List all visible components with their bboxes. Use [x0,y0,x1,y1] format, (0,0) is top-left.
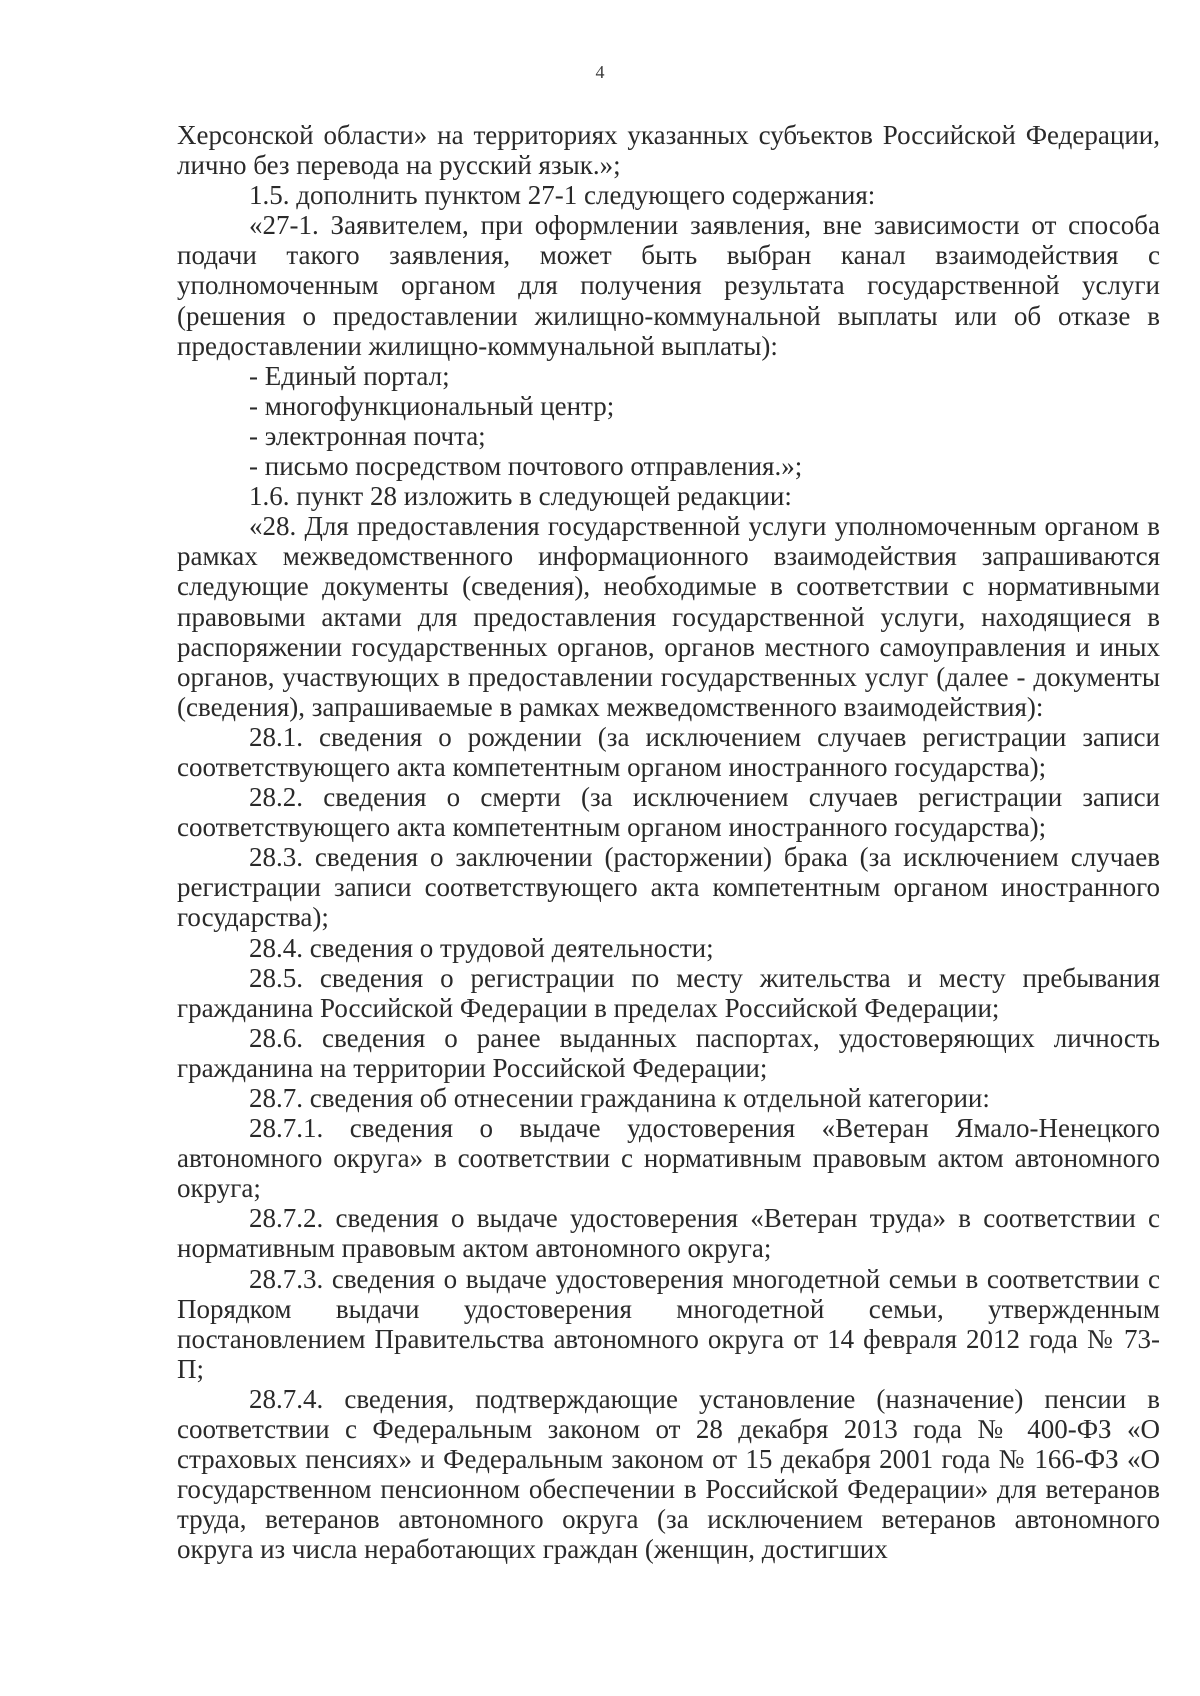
paragraph-28: «28. Для предоставления государственной услуги уполномоченным органом в рамках межведомственного информационного взаимодействия запрашиваются следующие документы (сведения), необходимые в соответствии с нормативными правовыми актами для предоставления государственной услуги, находящиеся в распоряжении государственных органов, органов местного самоуправления и иных органов, участвующих в предоставлении государственных услуг (далее - документы (сведения), запрашиваемые в рамках межведомственного взаимодействия): [177,511,1160,722]
page-number: 4 [595,62,605,82]
paragraph-28-2: 28.2. сведения о смерти (за исключением случаев регистрации записи соответствующего акта компетентным органом иностранного государства); [177,782,1160,843]
paragraph-27-1: «27-1. Заявителем, при оформлении заявления, вне зависимости от способа подачи такого заявления, может быть выбран канал взаимодействия с уполномоченным органом для получения результата государственной услуги (решения о предоставлении жилищно-коммунальной выплаты или об отказе в предоставлении жилищно-коммунальной выплаты): [177,210,1160,361]
list-item-mfc: - многофункциональный центр; [249,390,615,421]
paragraph-28-3: 28.3. сведения о заключении (расторжении) брака (за исключением случаев регистрации записи соответствующего акта компетентным органом иностранного государства); [177,842,1160,933]
paragraph-28-7: 28.7. сведения об отнесении гражданина к отдельной категории: [249,1083,990,1113]
paragraph-28-5: 28.5. сведения о регистрации по месту жительства и месту пребывания гражданина Российской Федерации в пределах Российской Федерации; [177,962,1160,1023]
paragraph-1-5: 1.5. дополнить пунктом 27-1 следующего содержания: [249,180,876,211]
paragraph-28-1: 28.1. сведения о рождении (за исключением случаев регистрации записи соответствующего акта компетентным органом иностранного государства); [177,721,1160,782]
list-item-email: - электронная почта; [249,420,486,451]
paragraph-28-7-4: 28.7.4. сведения, подтверждающие установление (назначение) пенсии в соответствии с Федеральным законом от 28 декабря 2013 года № 400-ФЗ «О страховых пенсиях» и Федеральным законом от 15 декабря 2001 года № 166-ФЗ «О государственном пенсионном обеспечении в Российской Федерации» для ветеранов труда, ветеранов автономного округа (за исключением ветеранов автономного округа из числа неработающих граждан (женщин, достигших [177,1383,1160,1565]
paragraph-28-4: 28.4. сведения о трудовой деятельности; [249,932,714,963]
paragraph-28-7-3: 28.7.3. сведения о выдаче удостоверения многодетной семьи в соответствии с Порядком выдачи удостоверения многодетной семьи, утвержденным постановлением Правительства автономного округа от 14 февраля 2012 года № 73-П; [177,1263,1160,1384]
paragraph-28-7-1: 28.7.1. сведения о выдаче удостоверения «Ветеран Ямало-Ненецкого автономного округа» в соответствии с нормативным правовым актом автономного округа; [177,1113,1160,1204]
paragraph-1-6: 1.6. пункт 28 изложить в следующей редакции: [249,481,792,512]
list-item-portal: - Единый портал; [249,360,450,391]
paragraph-continuation: Херсонской области» на территориях указанных субъектов Российской Федерации, лично без перевода на русский язык.»; [177,120,1160,181]
paragraph-28-6: 28.6. сведения о ранее выданных паспортах, удостоверяющих личность гражданина на территории Российской Федерации; [177,1022,1160,1083]
paragraph-28-7-2: 28.7.2. сведения о выдаче удостоверения «Ветеран труда» в соответствии с нормативным правовым актом автономного округа; [177,1203,1160,1264]
document-body [177,120,1160,1565]
list-item-mail: - письмо посредством почтового отправления.»; [249,451,803,482]
